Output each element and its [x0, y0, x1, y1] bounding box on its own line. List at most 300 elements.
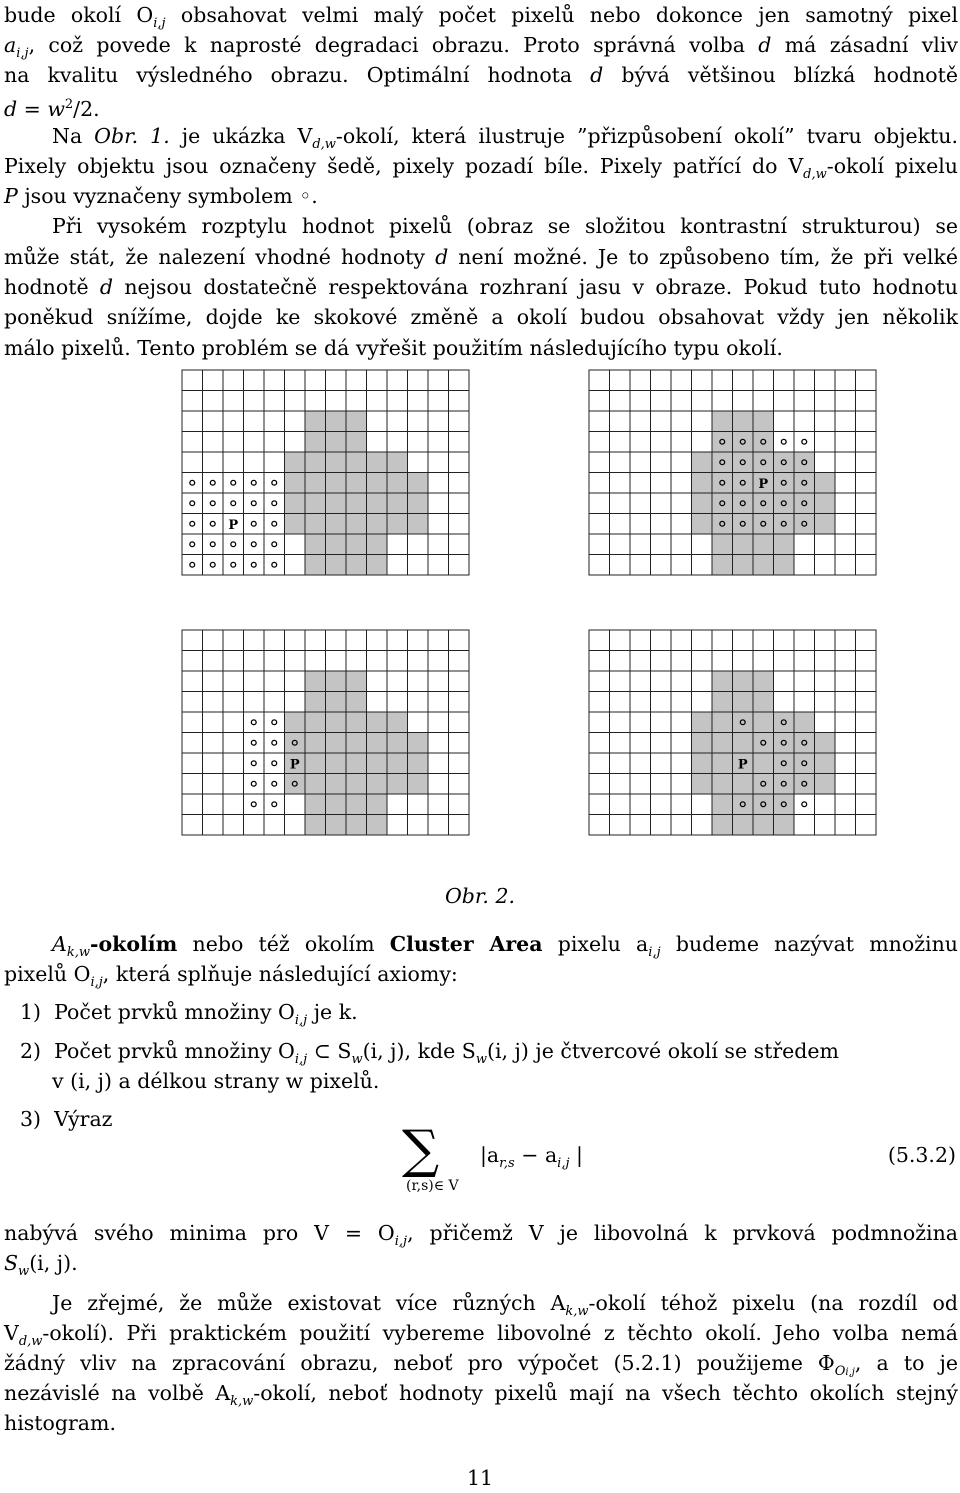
- background-pixel: [753, 630, 774, 651]
- background-pixel: [651, 753, 672, 774]
- text-line: Na Obr. 1. je ukázka $V_{d,w}$-okolí, která ilustruje ”přizpůsobení okolí” tvaru objektu.: [52, 124, 958, 152]
- background-pixel: [651, 774, 672, 795]
- background-pixel: [408, 391, 429, 412]
- background-pixel: [610, 794, 631, 815]
- background-pixel: [428, 774, 449, 795]
- background-pixel: [589, 671, 610, 692]
- background-pixel: [244, 651, 265, 672]
- object-pixel: [712, 534, 733, 555]
- object-pixel: [733, 774, 754, 795]
- text-line: bude okolí $O_{i,j}$ obsahovat velmi malý počet pixelů nebo dokonce jen samotný pixel: [4, 3, 958, 31]
- pixel-grid-top-left: [180, 368, 480, 588]
- equation-body: $|a_{r,s} - a_{i,j}$ |: [480, 1143, 583, 1171]
- background-pixel: [285, 671, 306, 692]
- object-pixel: [815, 753, 836, 774]
- object-pixel: [387, 712, 408, 733]
- object-pixel: [305, 794, 326, 815]
- object-pixel: [305, 692, 326, 713]
- background-pixel: [610, 671, 631, 692]
- background-pixel: [387, 692, 408, 713]
- background-pixel: [794, 815, 815, 836]
- background-pixel: [408, 534, 429, 555]
- text-line: pixelů $O_{i,j}$, která splňuje následující axiomy:: [4, 962, 458, 990]
- background-pixel: [367, 370, 388, 391]
- background-pixel: [285, 391, 306, 412]
- background-pixel: [428, 534, 449, 555]
- background-pixel: [244, 712, 265, 733]
- background-pixel: [794, 555, 815, 576]
- object-pixel: [692, 514, 713, 535]
- background-pixel: [692, 555, 713, 576]
- background-pixel: [856, 630, 877, 651]
- center-pixel-label: P: [737, 757, 748, 773]
- object-pixel: [774, 493, 795, 514]
- background-pixel: [182, 794, 203, 815]
- background-pixel: [610, 391, 631, 412]
- background-pixel: [408, 712, 429, 733]
- background-pixel: [203, 493, 224, 514]
- background-pixel: [630, 473, 651, 494]
- background-pixel: [223, 733, 244, 754]
- background-pixel: [671, 671, 692, 692]
- object-pixel: [733, 473, 754, 494]
- background-pixel: [815, 370, 836, 391]
- background-pixel: [223, 630, 244, 651]
- object-pixel: [692, 712, 713, 733]
- background-pixel: [794, 432, 815, 453]
- background-pixel: [305, 630, 326, 651]
- background-pixel: [428, 671, 449, 692]
- background-pixel: [428, 370, 449, 391]
- sum-index: (r,s)∈ V: [406, 1178, 459, 1194]
- background-pixel: [285, 534, 306, 555]
- object-pixel: [346, 534, 367, 555]
- background-pixel: [589, 733, 610, 754]
- object-pixel: [733, 452, 754, 473]
- background-pixel: [305, 370, 326, 391]
- object-pixel: [794, 733, 815, 754]
- object-pixel: [305, 712, 326, 733]
- background-pixel: [794, 391, 815, 412]
- background-pixel: [264, 753, 285, 774]
- background-pixel: [835, 651, 856, 672]
- background-pixel: [856, 651, 877, 672]
- background-pixel: [794, 794, 815, 815]
- object-pixel: [794, 452, 815, 473]
- background-pixel: [815, 815, 836, 836]
- background-pixel: [182, 432, 203, 453]
- object-pixel: [346, 712, 367, 733]
- background-pixel: [285, 432, 306, 453]
- background-pixel: [449, 514, 470, 535]
- object-pixel: [346, 493, 367, 514]
- background-pixel: [589, 815, 610, 836]
- background-pixel: [203, 555, 224, 576]
- background-pixel: [671, 753, 692, 774]
- object-pixel: [346, 514, 367, 535]
- background-pixel: [326, 391, 347, 412]
- center-pixel-label: P: [758, 476, 769, 492]
- background-pixel: [449, 651, 470, 672]
- background-pixel: [651, 733, 672, 754]
- background-pixel: [630, 671, 651, 692]
- text-line: na kvalitu výsledného obrazu. Optimální hodnota d bývá většinou blízká hodnotě: [4, 63, 958, 87]
- object-pixel: [346, 411, 367, 432]
- background-pixel: [835, 411, 856, 432]
- object-pixel: [367, 794, 388, 815]
- background-pixel: [815, 534, 836, 555]
- object-pixel: [753, 514, 774, 535]
- background-pixel: [182, 514, 203, 535]
- background-pixel: [223, 432, 244, 453]
- background-pixel: [182, 753, 203, 774]
- background-pixel: [651, 794, 672, 815]
- background-pixel: [733, 391, 754, 412]
- background-pixel: [671, 555, 692, 576]
- background-pixel: [264, 370, 285, 391]
- background-pixel: [692, 534, 713, 555]
- object-pixel: [712, 411, 733, 432]
- background-pixel: [264, 432, 285, 453]
- object-pixel: [733, 712, 754, 733]
- background-pixel: [449, 555, 470, 576]
- background-pixel: [692, 692, 713, 713]
- background-pixel: [589, 774, 610, 795]
- object-pixel: [305, 432, 326, 453]
- object-pixel: [367, 452, 388, 473]
- background-pixel: [182, 370, 203, 391]
- background-pixel: [449, 794, 470, 815]
- object-pixel: [326, 514, 347, 535]
- background-pixel: [630, 370, 651, 391]
- background-pixel: [203, 671, 224, 692]
- object-pixel: [712, 432, 733, 453]
- object-pixel: [733, 411, 754, 432]
- background-pixel: [367, 671, 388, 692]
- pixel-grid-bottom-right: [587, 628, 887, 848]
- object-pixel: [367, 815, 388, 836]
- object-pixel: [794, 774, 815, 795]
- text-line: $A_{k,w}$-okolím nebo též okolím Cluster Area pixelu $a_{i,j}$ budeme nazývat množinu: [52, 932, 958, 960]
- text-line: žádný vliv na zpracování obrazu, neboť pro výpočet (5.2.1) použijeme $\Phi_{Oi,j}$, a to je: [4, 1351, 958, 1379]
- background-pixel: [651, 370, 672, 391]
- background-pixel: [264, 452, 285, 473]
- background-pixel: [223, 370, 244, 391]
- background-pixel: [387, 370, 408, 391]
- axiom-2: 2) Počet prvků množiny $O_{i,j}$ ⊂ $S_w(i$, j), kde $S_w(i$, j) je čtvercové okolí se středem: [20, 1039, 839, 1067]
- background-pixel: [835, 671, 856, 692]
- object-pixel: [733, 733, 754, 754]
- background-pixel: [733, 630, 754, 651]
- object-pixel: [733, 692, 754, 713]
- background-pixel: [408, 692, 429, 713]
- object-pixel: [305, 671, 326, 692]
- object-pixel: [712, 671, 733, 692]
- background-pixel: [264, 692, 285, 713]
- background-pixel: [182, 452, 203, 473]
- object-pixel: [692, 774, 713, 795]
- background-pixel: [712, 391, 733, 412]
- object-pixel: [774, 555, 795, 576]
- background-pixel: [387, 794, 408, 815]
- object-pixel: [305, 733, 326, 754]
- object-pixel: [753, 493, 774, 514]
- object-pixel: [774, 774, 795, 795]
- background-pixel: [408, 651, 429, 672]
- background-pixel: [589, 630, 610, 651]
- object-pixel: [326, 534, 347, 555]
- sum-symbol: ∑: [402, 1120, 440, 1180]
- object-pixel: [408, 753, 429, 774]
- background-pixel: [449, 692, 470, 713]
- object-pixel: [712, 753, 733, 774]
- background-pixel: [264, 794, 285, 815]
- text-line: $a_{i,j}$, což povede k naprosté degradaci obrazu. Proto správná volba d má zásadní vliv: [4, 33, 958, 61]
- background-pixel: [264, 774, 285, 795]
- object-pixel: [774, 452, 795, 473]
- background-pixel: [387, 630, 408, 651]
- background-pixel: [449, 712, 470, 733]
- background-pixel: [449, 473, 470, 494]
- object-pixel: [305, 473, 326, 494]
- background-pixel: [367, 411, 388, 432]
- background-pixel: [244, 514, 265, 535]
- background-pixel: [671, 370, 692, 391]
- background-pixel: [589, 493, 610, 514]
- background-pixel: [428, 815, 449, 836]
- background-pixel: [589, 794, 610, 815]
- background-pixel: [428, 712, 449, 733]
- text-line: Při vysokém rozptylu hodnot pixelů (obraz se složitou kontrastní strukturou) se: [52, 214, 958, 238]
- object-pixel: [774, 733, 795, 754]
- background-pixel: [753, 651, 774, 672]
- background-pixel: [753, 370, 774, 391]
- text-line: $S_w(i$, j).: [4, 1251, 78, 1279]
- object-pixel: [367, 473, 388, 494]
- background-pixel: [651, 452, 672, 473]
- object-pixel: [753, 534, 774, 555]
- background-pixel: [305, 391, 326, 412]
- background-pixel: [408, 794, 429, 815]
- background-pixel: [182, 651, 203, 672]
- pixel-grid-top-right: [587, 368, 887, 588]
- background-pixel: [589, 651, 610, 672]
- object-pixel: [408, 473, 429, 494]
- background-pixel: [815, 671, 836, 692]
- object-pixel: [692, 733, 713, 754]
- background-pixel: [835, 493, 856, 514]
- background-pixel: [244, 671, 265, 692]
- background-pixel: [203, 753, 224, 774]
- object-pixel: [753, 555, 774, 576]
- object-pixel: [408, 733, 429, 754]
- background-pixel: [712, 651, 733, 672]
- object-pixel: [753, 712, 774, 733]
- background-pixel: [408, 370, 429, 391]
- background-pixel: [671, 452, 692, 473]
- background-pixel: [692, 370, 713, 391]
- background-pixel: [589, 753, 610, 774]
- background-pixel: [244, 774, 265, 795]
- background-pixel: [346, 651, 367, 672]
- background-pixel: [203, 794, 224, 815]
- background-pixel: [835, 815, 856, 836]
- background-pixel: [449, 671, 470, 692]
- background-pixel: [815, 630, 836, 651]
- axiom-3: 3) Výraz: [20, 1107, 113, 1131]
- background-pixel: [408, 411, 429, 432]
- object-pixel: [815, 733, 836, 754]
- background-pixel: [589, 712, 610, 733]
- object-pixel: [692, 473, 713, 494]
- object-pixel: [367, 534, 388, 555]
- background-pixel: [408, 815, 429, 836]
- background-pixel: [203, 391, 224, 412]
- background-pixel: [835, 555, 856, 576]
- text-line: poněkud snížíme, dojde ke skokové změně a okolí budou obsahovat vždy jen několik: [4, 305, 958, 329]
- background-pixel: [346, 370, 367, 391]
- background-pixel: [610, 712, 631, 733]
- background-pixel: [835, 432, 856, 453]
- object-pixel: [285, 514, 306, 535]
- object-pixel: [326, 794, 347, 815]
- object-pixel: [346, 753, 367, 774]
- object-pixel: [753, 411, 774, 432]
- axiom-2-continued: v (i, j) a délkou strany w pixelů.: [52, 1069, 380, 1093]
- text-line: málo pixelů. Tento problém se dá vyřešit použitím následujícího typu okolí.: [4, 336, 783, 360]
- object-pixel: [774, 712, 795, 733]
- background-pixel: [856, 432, 877, 453]
- center-pixel-label: P: [228, 517, 239, 533]
- background-pixel: [203, 473, 224, 494]
- object-pixel: [305, 493, 326, 514]
- background-pixel: [856, 534, 877, 555]
- background-pixel: [203, 411, 224, 432]
- background-pixel: [671, 411, 692, 432]
- background-pixel: [692, 432, 713, 453]
- background-pixel: [387, 391, 408, 412]
- background-pixel: [856, 555, 877, 576]
- background-pixel: [223, 712, 244, 733]
- object-pixel: [346, 452, 367, 473]
- background-pixel: [449, 411, 470, 432]
- object-pixel: [733, 794, 754, 815]
- text-line: nezávislé na volbě $A_{k,w}$-okolí, neboť hodnoty pixelů mají na všech těchto okolích stejný: [4, 1381, 959, 1409]
- background-pixel: [610, 692, 631, 713]
- background-pixel: [610, 630, 631, 651]
- background-pixel: [408, 555, 429, 576]
- object-pixel: [326, 473, 347, 494]
- background-pixel: [610, 514, 631, 535]
- background-pixel: [671, 692, 692, 713]
- background-pixel: [285, 630, 306, 651]
- object-pixel: [408, 774, 429, 795]
- background-pixel: [671, 630, 692, 651]
- background-pixel: [244, 753, 265, 774]
- background-pixel: [223, 815, 244, 836]
- background-pixel: [203, 712, 224, 733]
- pixel-grid-bottom-left: [180, 628, 480, 848]
- object-pixel: [753, 432, 774, 453]
- object-pixel: [367, 514, 388, 535]
- object-pixel: [387, 514, 408, 535]
- background-pixel: [815, 651, 836, 672]
- figure-caption: Obr. 2.: [444, 884, 516, 908]
- background-pixel: [774, 411, 795, 432]
- object-pixel: [712, 692, 733, 713]
- object-pixel: [285, 452, 306, 473]
- background-pixel: [367, 432, 388, 453]
- background-pixel: [856, 514, 877, 535]
- background-pixel: [774, 692, 795, 713]
- background-pixel: [630, 493, 651, 514]
- object-pixel: [712, 794, 733, 815]
- background-pixel: [449, 370, 470, 391]
- background-pixel: [856, 692, 877, 713]
- background-pixel: [610, 432, 631, 453]
- object-pixel: [692, 452, 713, 473]
- background-pixel: [835, 514, 856, 535]
- object-pixel: [794, 712, 815, 733]
- background-pixel: [630, 733, 651, 754]
- background-pixel: [285, 411, 306, 432]
- background-pixel: [264, 733, 285, 754]
- object-pixel: [712, 815, 733, 836]
- background-pixel: [815, 411, 836, 432]
- background-pixel: [651, 630, 672, 651]
- background-pixel: [449, 452, 470, 473]
- background-pixel: [428, 692, 449, 713]
- background-pixel: [712, 370, 733, 391]
- object-pixel: [753, 815, 774, 836]
- background-pixel: [223, 794, 244, 815]
- text-line: P jsou vyznačeny symbolem ◦.: [4, 184, 318, 208]
- background-pixel: [671, 733, 692, 754]
- background-pixel: [856, 794, 877, 815]
- background-pixel: [264, 514, 285, 535]
- background-pixel: [630, 630, 651, 651]
- background-pixel: [203, 432, 224, 453]
- background-pixel: [203, 370, 224, 391]
- object-pixel: [794, 753, 815, 774]
- object-pixel: [387, 733, 408, 754]
- background-pixel: [264, 493, 285, 514]
- object-pixel: [712, 555, 733, 576]
- text-line: $d = w^2/2$.: [4, 97, 100, 121]
- object-pixel: [346, 671, 367, 692]
- background-pixel: [203, 452, 224, 473]
- background-pixel: [630, 534, 651, 555]
- background-pixel: [651, 712, 672, 733]
- background-pixel: [815, 692, 836, 713]
- background-pixel: [285, 692, 306, 713]
- background-pixel: [589, 370, 610, 391]
- background-pixel: [182, 712, 203, 733]
- text-line: Je zřejmé, že může existovat více různých $A_{k,w}$-okolí téhož pixelu (na rozdíl od: [52, 1291, 958, 1319]
- background-pixel: [244, 473, 265, 494]
- background-pixel: [428, 432, 449, 453]
- background-pixel: [651, 671, 672, 692]
- background-pixel: [428, 630, 449, 651]
- background-pixel: [264, 391, 285, 412]
- background-pixel: [794, 651, 815, 672]
- background-pixel: [264, 473, 285, 494]
- object-pixel: [346, 473, 367, 494]
- background-pixel: [223, 391, 244, 412]
- background-pixel: [589, 432, 610, 453]
- object-pixel: [285, 712, 306, 733]
- object-pixel: [305, 411, 326, 432]
